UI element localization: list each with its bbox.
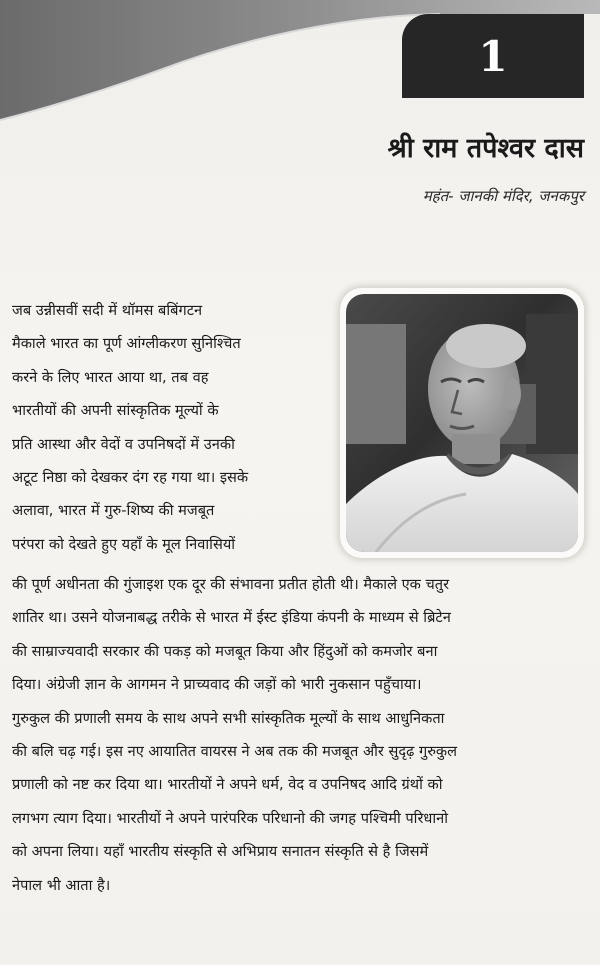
paragraph-line: की साम्राज्यवादी सरकार की पकड़ को मजबूत किया और हिंदुओं को कमजोर बना (12, 642, 438, 660)
chapter-number: 1 (478, 31, 508, 81)
chapter-number-tab (402, 14, 584, 98)
chapter-title: श्री राम तपेश्वर दास (387, 133, 584, 164)
chapter-subtitle: महंत- जानकी मंदिर, जनकपुर (422, 187, 584, 205)
paragraph-line: भारतीयों की अपनी सांस्कृतिक मूल्यों के (12, 402, 219, 420)
paragraph-line: नेपाल भी आता है। (12, 876, 111, 894)
paragraph-line: लगभग त्याग दिया। भारतीयों ने अपने पारंपरिक परिधानो की जगह पश्चिमी परिधानो (12, 809, 449, 827)
paragraph-line: अलावा, भारत में गुरु-शिष्य की मजबूत (12, 502, 215, 520)
paragraph-line: गुरुकुल की प्रणाली समय के साथ अपने सभी सांस्कृतिक मूल्यों के साथ आधुनिकता (12, 709, 445, 727)
paragraph-line: शातिर था। उसने योजनाबद्ध तरीके से भारत में ईस्ट इंडिया कंपनी के माध्यम से ब्रिटेन (12, 609, 451, 627)
portrait-photo (346, 294, 578, 552)
portrait-illustration (346, 294, 578, 552)
paragraph-line: की पूर्ण अधीनता की गुंजाइश एक दूर की संभावना प्रतीत होती थी। मैकाले एक चतुर (12, 576, 450, 593)
paragraph-line: परंपरा को देखते हुए यहाँ के मूल निवासियों (12, 535, 236, 553)
paragraph-line: करने के लिए भारत आया था, तब वह (12, 368, 209, 386)
paragraph-line: दिया। अंग्रेजी ज्ञान के आगमन ने प्राच्यवाद की जड़ों को भारी नुकसान पहुँचाया। (12, 676, 422, 694)
paragraph-line: को अपना लिया। यहाँ भारतीय संस्कृति से अभिप्राय सनातन संस्कृति से है जिसमें (12, 843, 429, 861)
paragraph-line: की बलि चढ़ गई। इस नए आयातित वायरस ने अब तक की मजबूत और सुदृढ़ गुरुकुल (12, 743, 458, 760)
paragraph-line: प्रणाली को नष्ट कर दिया था। भारतीयों ने अपने धर्म, वेद व उपनिषद आदि ग्रंथों को (12, 776, 443, 794)
paragraph-line: मैकाले भारत का पूर्ण आंग्लीकरण सुनिश्चित (12, 335, 241, 353)
paragraph-line: जब उन्नीसवीं सदी में थॉमस बबिंगटन (12, 302, 203, 319)
paragraph-line: प्रति आस्था और वेदों व उपनिषदों में उनकी (12, 435, 235, 453)
paragraph-line: अटूट निष्ठा को देखकर दंग रह गया था। इसके (12, 469, 249, 486)
portrait-frame (340, 288, 584, 558)
